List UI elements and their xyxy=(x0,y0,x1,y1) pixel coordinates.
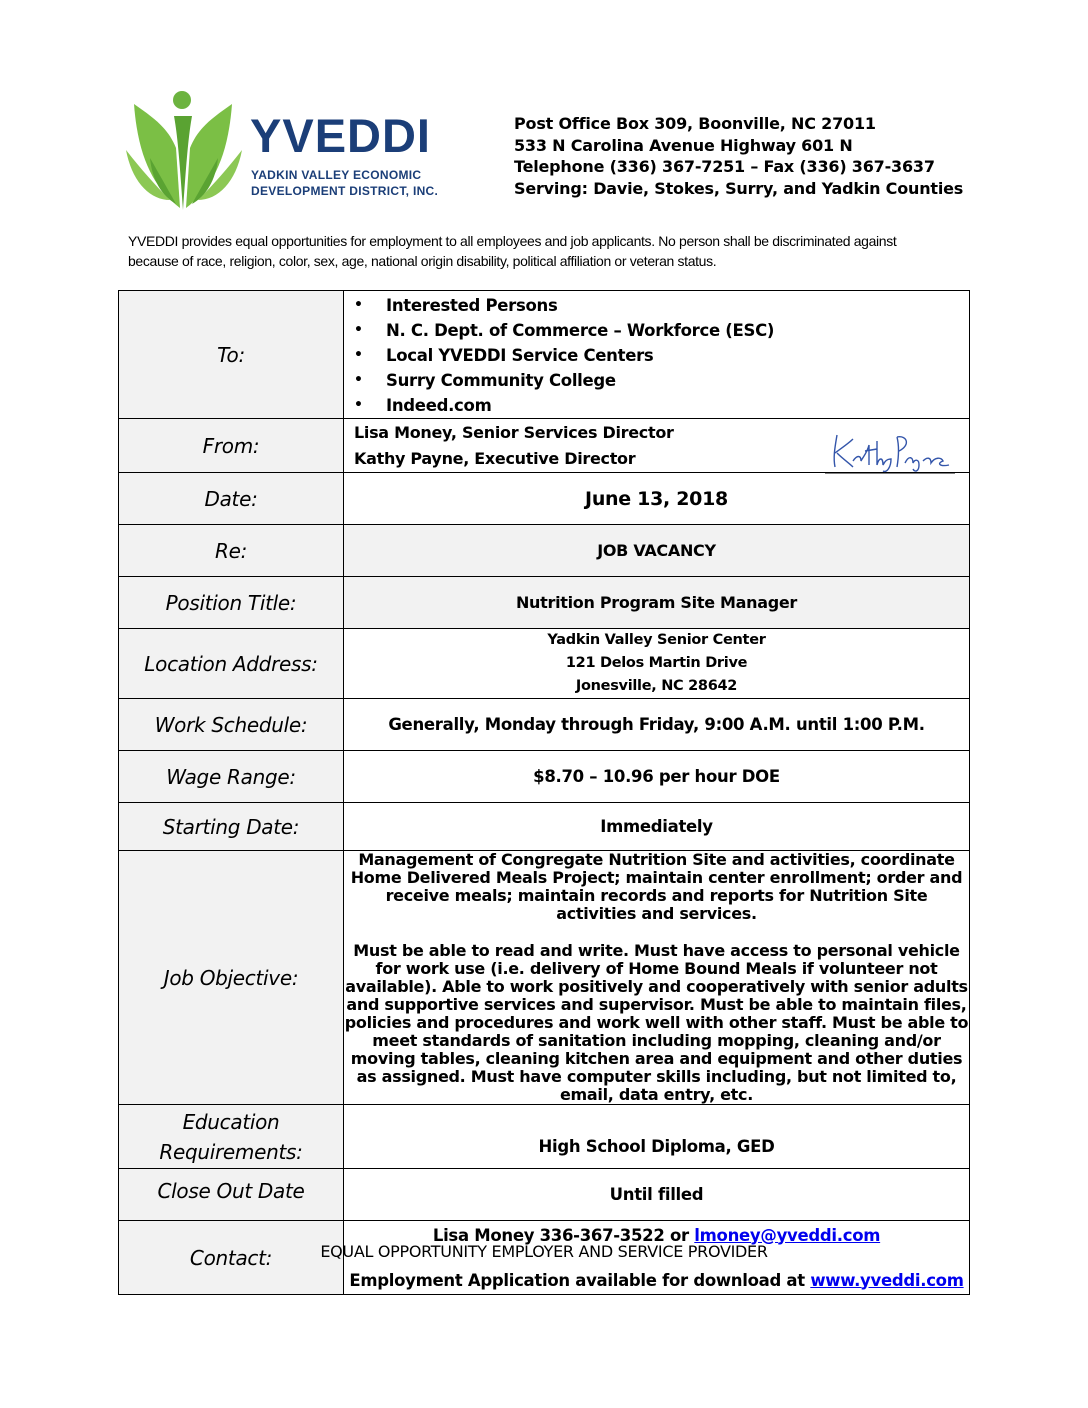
row-location xyxy=(119,629,970,699)
recipient-item: • Indeed.com xyxy=(354,393,969,418)
website-link[interactable]: www.yveddi.com xyxy=(810,1270,964,1290)
yveddi-leaf-logo-icon xyxy=(124,88,246,212)
row-position-title xyxy=(119,577,970,629)
wage-label: Wage Range: xyxy=(119,751,344,803)
contact-label: Contact: xyxy=(119,1221,344,1295)
location-line-3: Jonesville, NC 28642 xyxy=(575,678,738,694)
footer-statement: EQUAL OPPORTUNITY EMPLOYER AND SERVICE PROVIDER xyxy=(320,1242,768,1261)
recipient-item: • Local YVEDDI Service Centers xyxy=(354,343,969,368)
re-value: JOB VACANCY xyxy=(344,525,970,577)
row-education xyxy=(119,1105,970,1169)
row-close-out xyxy=(119,1169,970,1221)
education-value: High School Diploma, GED xyxy=(344,1105,970,1169)
application-note: Employment Application available for download at xyxy=(349,1270,811,1290)
close-out-value: Until filled xyxy=(344,1169,970,1221)
to-label: To: xyxy=(119,291,344,419)
from-value xyxy=(344,419,970,473)
position-title-value: Nutrition Program Site Manager xyxy=(344,577,970,629)
row-date xyxy=(119,473,970,525)
starting-date-label: Starting Date: xyxy=(119,803,344,851)
address-block xyxy=(514,113,963,199)
row-re xyxy=(119,525,970,577)
logo-subtitle-line2: DEVELOPMENT DISTRICT, INC. xyxy=(251,184,439,198)
recipient-item: • Surry Community College xyxy=(354,368,969,393)
education-label-line-1: Education xyxy=(182,1109,280,1134)
education-label-line-2: Requirements: xyxy=(159,1139,303,1164)
job-objective-paragraph-1: Management of Congregate Nutrition Site and activities, coordinate Home Delivered Meals Project; maintain center enrollment; order and receive meals; maintain records and reports for Nutrition Site activities and services. xyxy=(350,850,963,923)
education-label xyxy=(119,1105,344,1169)
row-to xyxy=(119,291,970,419)
to-value xyxy=(344,291,970,419)
logo-name: YVEDDI xyxy=(250,109,431,162)
equal-opportunity-statement: YVEDDI provides equal opportunities for employment to all employees and job applicants. No person shall be discriminated against because of race, religion, color, sex, age, national origin disability, political affiliation or veteran status. xyxy=(128,233,897,269)
signature-image xyxy=(825,427,955,475)
row-from xyxy=(119,419,970,473)
location-line-1: Yadkin Valley Senior Center xyxy=(547,632,766,648)
row-job-objective xyxy=(119,851,970,1105)
wage-value: $8.70 – 10.96 per hour DOE xyxy=(344,751,970,803)
address-line-1: Post Office Box 309, Boonville, NC 27011 xyxy=(514,114,876,133)
recipient-item: • N. C. Dept. of Commerce – Workforce (ESC) xyxy=(354,318,969,343)
location-value xyxy=(344,629,970,699)
from-label: From: xyxy=(119,419,344,473)
location-label: Location Address: xyxy=(119,629,344,699)
yveddi-logo xyxy=(124,88,464,212)
row-schedule xyxy=(119,699,970,751)
date-label: Date: xyxy=(119,473,344,525)
schedule-label: Work Schedule: xyxy=(119,699,344,751)
schedule-value: Generally, Monday through Friday, 9:00 A.M. until 1:00 P.M. xyxy=(344,699,970,751)
address-line-2: 533 N Carolina Avenue Highway 601 N xyxy=(514,135,853,155)
from-line-2: Kathy Payne, Executive Director xyxy=(354,448,636,468)
job-objective-value xyxy=(344,851,970,1105)
row-wage xyxy=(119,751,970,803)
starting-date-value: Immediately xyxy=(344,803,970,851)
contact-name-phone: Lisa Money 336-367-3522 or xyxy=(432,1225,695,1245)
recipient-list xyxy=(344,291,969,418)
close-out-label: Close Out Date xyxy=(119,1169,344,1221)
contact-line-2 xyxy=(344,1269,969,1292)
from-line-1: Lisa Money, Senior Services Director xyxy=(354,422,674,442)
position-title-label: Position Title: xyxy=(119,577,344,629)
job-objective-paragraph-2: Must be able to read and write. Must have access to personal vehicle for work use (i.e. delivery of Home Bound Meals if volunteer not available). Able to work positively and cooperatively with senior adults and supportive services and supervisor. Must be able to maintain files, policies and procedures and work well with other staff. Must be able to meet standards of sanitation including mopping, cleaning and/or moving tables, cleaning kitchen area and equipment and other duties as assigned. Must have computer skills including, but not limited to, email, data entry, etc. xyxy=(344,941,969,1104)
location-line-2: 121 Delos Martin Drive xyxy=(565,655,748,671)
job-objective-label: Job Objective: xyxy=(119,851,344,1105)
address-line-4: Serving: Davie, Stokes, Surry, and Yadkin Counties xyxy=(514,178,964,198)
logo-subtitle-line1: YADKIN VALLEY ECONOMIC xyxy=(251,168,422,182)
recipient-item: • Interested Persons xyxy=(354,293,969,318)
job-vacancy-table xyxy=(118,290,970,1295)
contact-email-link[interactable]: lmoney@yveddi.com xyxy=(694,1225,881,1245)
date-value: June 13, 2018 xyxy=(344,473,970,525)
row-starting-date xyxy=(119,803,970,851)
address-line-3: Telephone (336) 367-7251 – Fax (336) 367-3637 xyxy=(514,157,935,176)
re-label: Re: xyxy=(119,525,344,577)
